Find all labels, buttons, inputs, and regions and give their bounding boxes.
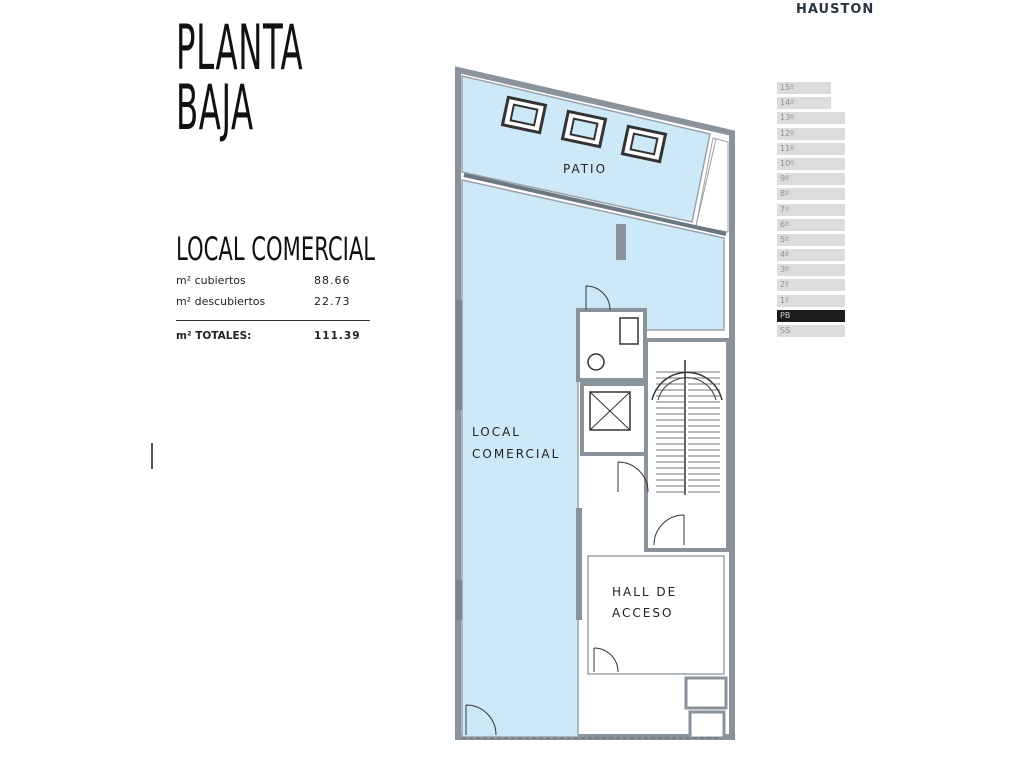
wall-segment — [456, 580, 462, 620]
patio-label: PATIO — [562, 162, 608, 176]
area-label: m² descubiertos — [176, 295, 266, 308]
page-title — [176, 11, 304, 144]
skylight-icon — [503, 97, 546, 132]
area-table — [176, 270, 370, 346]
floor-tab[interactable]: 4º — [777, 249, 845, 261]
area-label: m² cubiertos — [176, 274, 246, 287]
floor-selector — [777, 82, 845, 340]
floor-tab[interactable]: 5º — [777, 234, 845, 246]
toilet-icon — [588, 354, 604, 370]
floor-tab[interactable]: 2º — [777, 279, 845, 291]
brand-logo: HAUSTON — [796, 2, 875, 17]
floor-tab[interactable]: 11º — [777, 143, 845, 155]
stair-core — [646, 340, 728, 550]
floor-tab[interactable]: 15º — [777, 82, 831, 94]
wall-segment — [456, 300, 462, 410]
divider — [176, 320, 370, 321]
meter-room — [690, 712, 724, 738]
floor-tab[interactable]: SS — [777, 325, 845, 337]
local-label-line-1: LOCAL — [472, 425, 521, 439]
local-label-line-2: COMERCIAL — [472, 447, 561, 461]
floor-tab[interactable]: 8º — [777, 188, 845, 200]
skylight-icon — [623, 126, 666, 161]
total-label: m² TOTALES: — [176, 329, 252, 342]
area-row — [176, 291, 370, 312]
floor-tab[interactable]: 9º — [777, 173, 845, 185]
stair-treads — [656, 372, 720, 492]
title-line-1: PLANTA — [176, 11, 304, 84]
wall-segment — [576, 508, 582, 620]
area-total-row — [176, 325, 370, 346]
hall-label-line-1: HALL DE — [612, 585, 678, 599]
area-row — [176, 270, 370, 291]
meter-room — [686, 678, 726, 708]
column — [616, 224, 626, 260]
floor-tab[interactable]: 6º — [777, 219, 845, 231]
floor-tab[interactable]: 12º — [777, 128, 845, 140]
floor-tab[interactable]: 1º — [777, 295, 845, 307]
floor-tab[interactable]: 7º — [777, 204, 845, 216]
skylight-icon — [563, 111, 606, 146]
sink-icon — [620, 318, 638, 344]
floor-tab[interactable]: 3º — [777, 264, 845, 276]
title-line-2: BAJA — [176, 71, 254, 144]
floor-tab[interactable]: 14º — [777, 97, 831, 109]
area-value: 22.73 — [314, 295, 351, 308]
unit-name: LOCAL COMERCIAL — [176, 230, 376, 268]
floor-tab[interactable]: 13º — [777, 112, 845, 124]
floor-plan — [440, 60, 740, 750]
edge-mark — [151, 443, 153, 469]
floor-tab[interactable]: 10º — [777, 158, 845, 170]
hall-label-line-2: ACCESO — [612, 606, 674, 620]
total-value: 111.39 — [314, 329, 361, 342]
floor-tab[interactable]: PB — [777, 310, 845, 322]
area-value: 88.66 — [314, 274, 351, 287]
